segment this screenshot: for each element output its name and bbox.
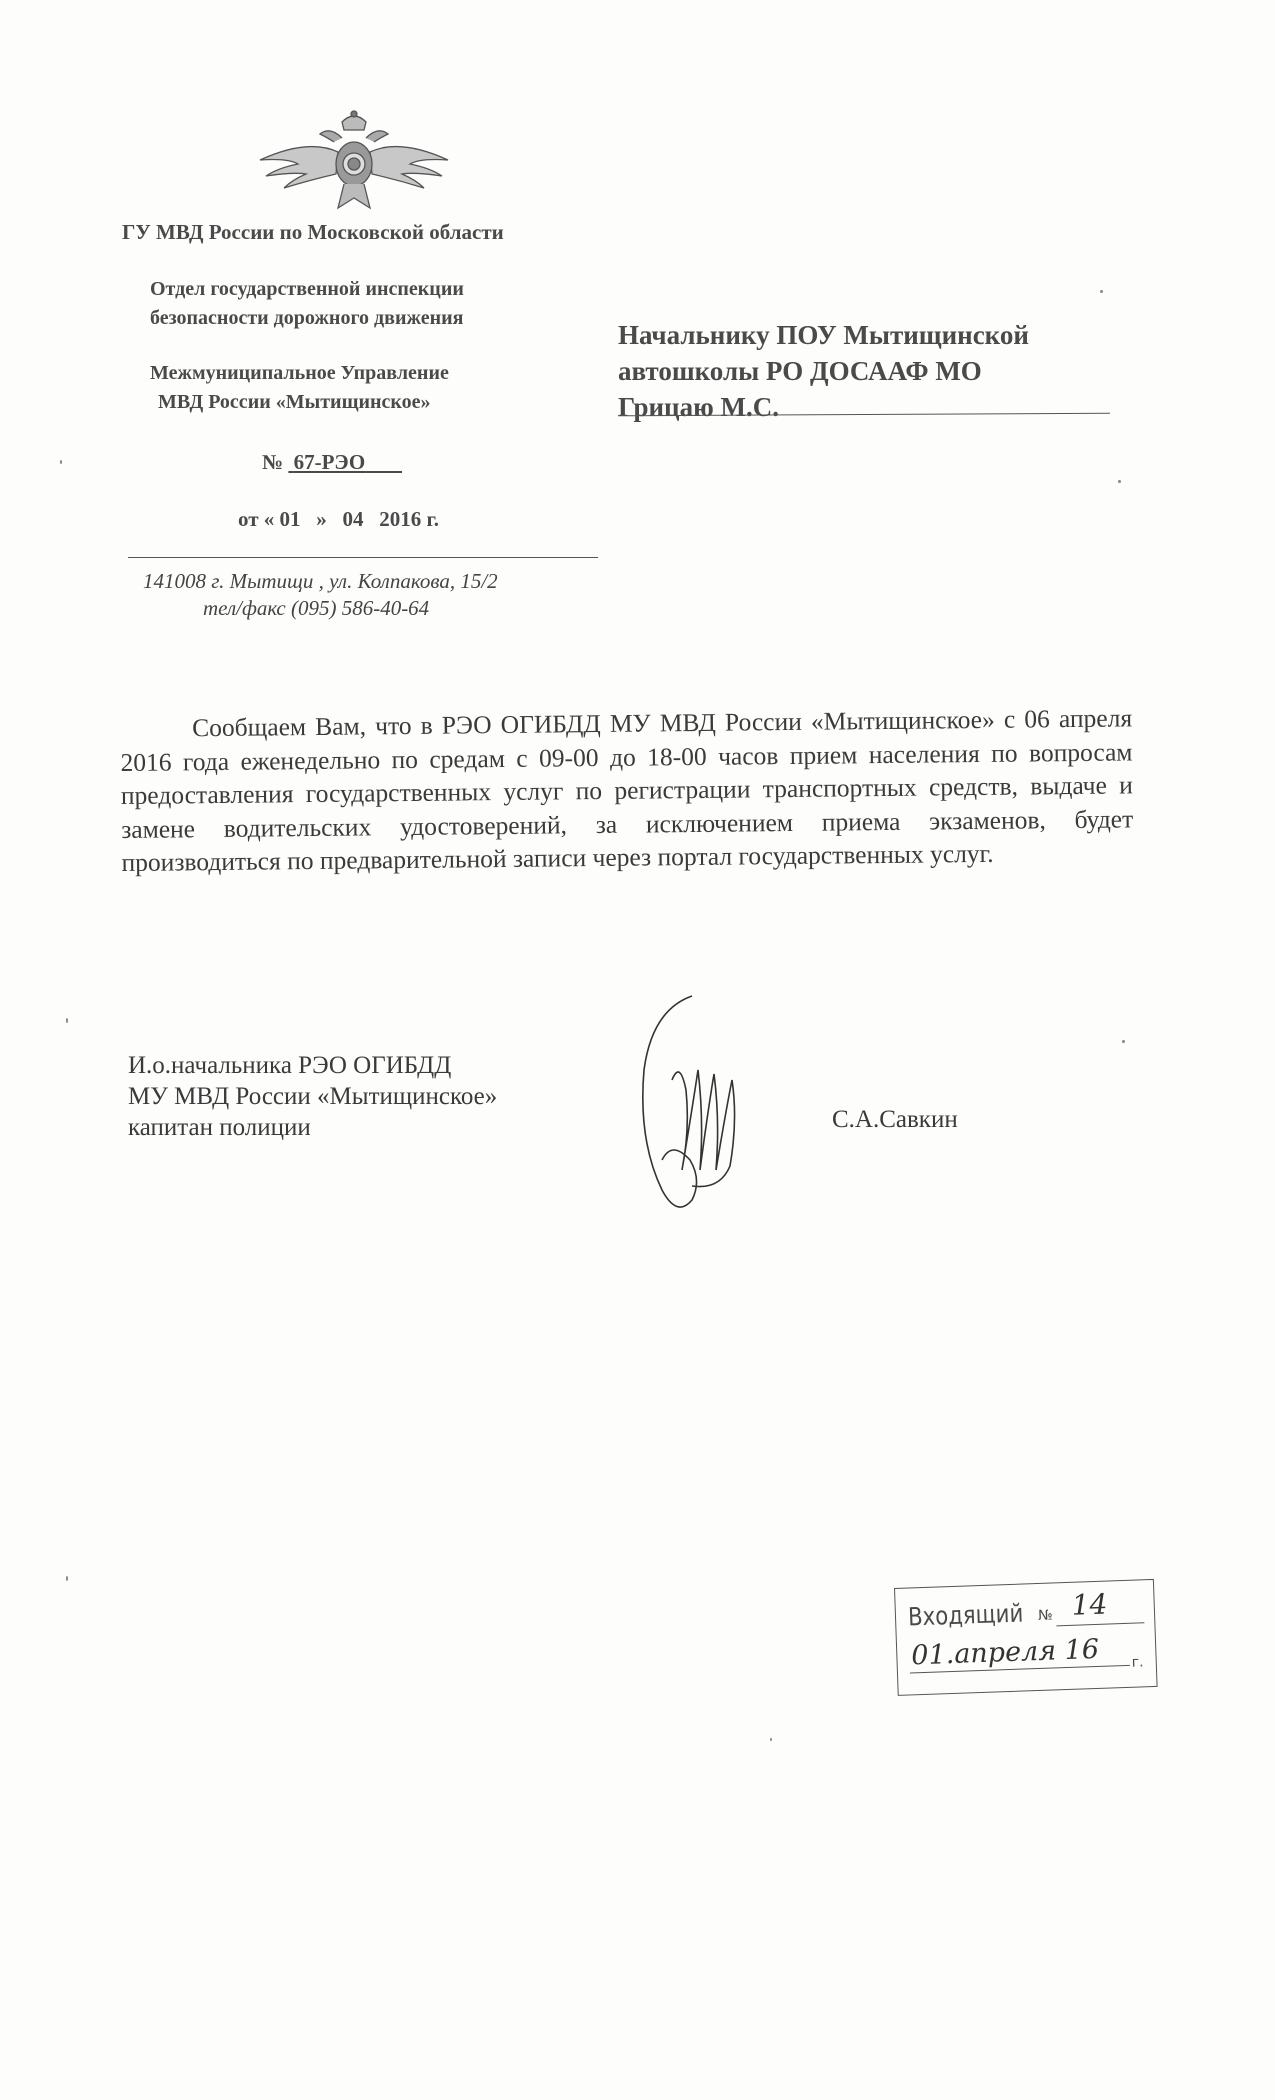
- scan-speck: [66, 1018, 68, 1023]
- recipient-block: [618, 317, 1029, 425]
- date-day: 01: [279, 507, 301, 531]
- number-value: 67-РЭО: [293, 450, 366, 474]
- scan-speck: [60, 460, 62, 464]
- outgoing-number: [262, 450, 402, 475]
- unit-line-1: Межмуниципальное Управление: [150, 362, 449, 384]
- recipient-line-3: Грицаю М.С.: [618, 392, 779, 422]
- scan-speck: [1122, 1040, 1125, 1043]
- stamp-year-suffix: г.: [1131, 1654, 1144, 1671]
- document-date: от « 01 » 04 2016 г.: [238, 507, 439, 531]
- stamp-date: 01.апреля 16: [910, 1633, 1100, 1672]
- number-prefix: №: [262, 450, 284, 474]
- dept-line-2: безопасности дорожного движения: [150, 307, 464, 329]
- date-year: 2016 г.: [379, 507, 439, 531]
- signatory-title: [128, 1050, 497, 1143]
- handwritten-signature: [632, 990, 752, 1220]
- stamp-number-sign: №: [1037, 1607, 1053, 1624]
- scan-speck: [770, 1738, 772, 1741]
- stamp-number-line: [1056, 1622, 1144, 1626]
- body-paragraph: Сообщаем Вам, что в РЭО ОГИБДД МУ МВД России «Мытищинское» с 06 апреля 2016 года еженедельно по средам с 09-00 до 18-00 часов прием населения по вопросам предоставления государственных услуг по регистрации транспортных средств, выдаче и замене водительских удостоверений, за исключением приема экзаменов, будет производиться по предварительной записи через портал государственных услуг.: [120, 703, 1134, 877]
- phone: тел/факс (095) 586-40-64: [203, 596, 430, 620]
- letter-body: [120, 701, 1134, 879]
- signatory-name: С.А.Савкин: [832, 1106, 958, 1133]
- date-month: 04: [342, 507, 364, 531]
- signatory-title-line-2: МУ МВД России «Мытищинское»: [128, 1083, 498, 1110]
- unit-line-2: МВД России «Мытищинское»: [158, 391, 431, 413]
- address: 141008 г. Мытищи , ул. Колпакова, 15/2: [143, 569, 498, 593]
- scan-speck: [66, 1576, 68, 1581]
- signatory-title-line-1: И.о.начальника РЭО ОГИБДД: [128, 1052, 452, 1079]
- incoming-stamp: [894, 1579, 1158, 1696]
- scan-speck: [1118, 480, 1121, 483]
- signatory-title-line-3: капитан полиции: [128, 1114, 311, 1141]
- dept-line-1: Отдел государственной инспекции: [150, 278, 464, 300]
- scan-speck: [1100, 290, 1103, 293]
- stamp-incoming-number: 14: [1071, 1587, 1108, 1622]
- eagle-emblem-icon: [258, 108, 450, 218]
- recipient-line-1: Начальнику ПОУ Мытищинской: [618, 320, 1029, 350]
- stamp-label: Входящий: [907, 1598, 1024, 1632]
- recipient-line-2: автошколы РО ДОСААФ МО: [618, 356, 982, 386]
- org-title: ГУ МВД России по Московской области: [122, 220, 504, 244]
- header-divider: [128, 557, 598, 558]
